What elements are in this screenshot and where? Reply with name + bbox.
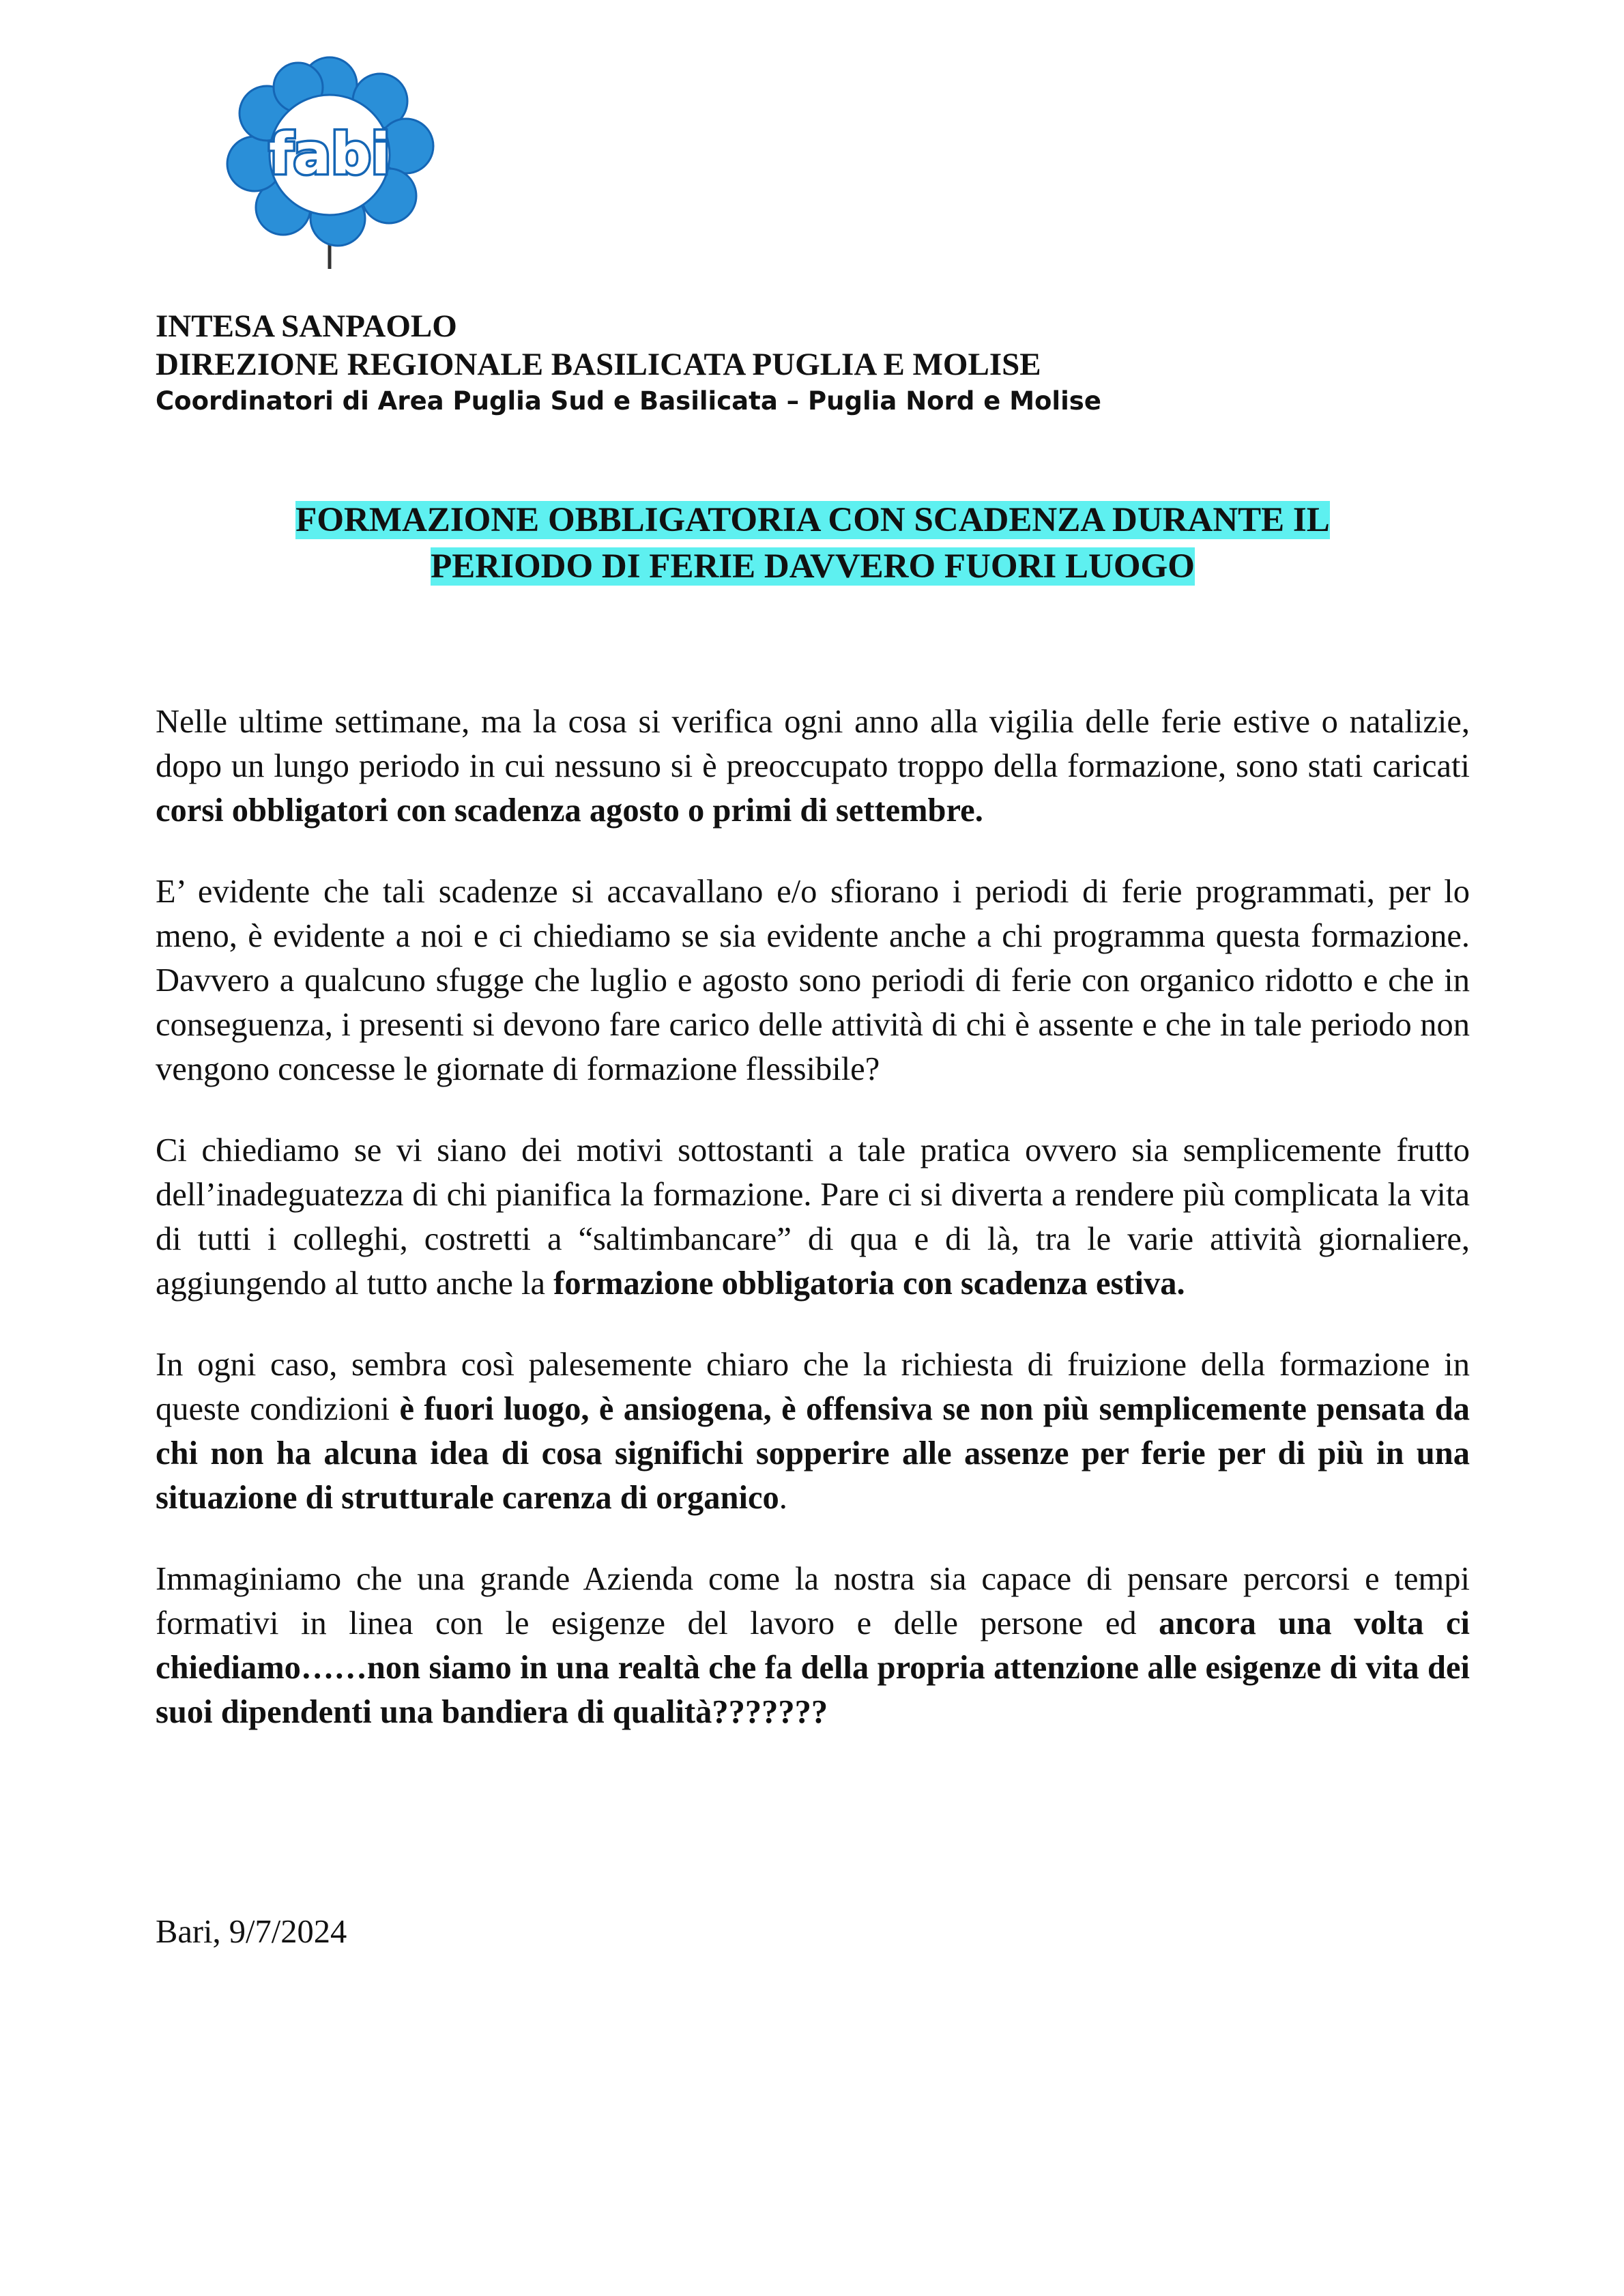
paragraph-3-text: Ci chiediamo se vi siano dei motivi sottostanti a tale pratica ovvero sia semplicemente frutto dell’inadeguatezza di chi pianifica la formazione. Pare ci si diverta a rendere più complicata la vita di tutti i colleghi, costretti a “saltimbancare” di qua e di là, tra le varie attività giornaliere, aggiungendo al tutto anche la	[156, 1132, 1470, 1302]
header-company: INTESA SANPAOLO	[156, 308, 457, 344]
paragraph-5	[156, 1557, 1470, 1734]
paragraph-4-end: .	[779, 1480, 787, 1516]
logo-text: fabi	[269, 122, 390, 187]
document-title	[156, 497, 1470, 590]
paragraph-5-bold: ancora una volta ci chiediamo……non siamo in una realtà che fa della propria attenzione alle esigenze di vita dei suoi dipendenti una bandiera di qualità???????	[156, 1605, 1470, 1730]
header-coordinators: Coordinatori di Area Puglia Sud e Basilicata – Puglia Nord e Molise	[156, 386, 1101, 416]
document-header	[156, 307, 1486, 419]
paragraph-2-text: E’ evidente che tali scadenze si accavallano e/o sfiorano i periodi di ferie programmati, per lo meno, è evidente a noi e ci chiediamo se sia evidente anche a chi programma questa formazione. Davvero a qualcuno sfugge che luglio e agosto sono periodi di ferie con organico ridotto e che in conseguenza, i presenti si devono fare carico delle attività di chi è assente e che in tale periodo non vengono concesse le giornate di formazione flessibile?	[156, 874, 1470, 1087]
paragraph-4-text: In ogni caso, sembra così palesemente chiaro che la richiesta di fruizione della formazione in queste condizioni	[156, 1347, 1470, 1427]
paragraph-4	[156, 1343, 1470, 1520]
paragraph-1-bold: corsi obbligatori con scadenza agosto o primi di settembre.	[156, 792, 983, 829]
place-date: Bari, 9/7/2024	[156, 1914, 347, 1950]
paragraph-5-text: Immaginiamo che una grande Azienda come la nostra sia capace di pensare percorsi e tempi formativi in linea con le esigenze del lavoro e delle persone ed	[156, 1561, 1470, 1641]
paragraph-2	[156, 870, 1470, 1091]
paragraph-3	[156, 1128, 1470, 1306]
paragraph-4-bold: è fuori luogo, è ansiogena, è offensiva se non più semplicemente pensata da chi non ha alcuna idea di cosa significhi sopperire alle assenze per ferie per di più in una situazione di strutturale carenza di organico	[156, 1391, 1470, 1516]
header-direction: DIREZIONE REGIONALE BASILICATA PUGLIA E MOLISE	[156, 347, 1041, 382]
paragraph-1	[156, 700, 1470, 833]
flower-logo-icon	[201, 56, 461, 274]
title-line-2: PERIODO DI FERIE DAVVERO FUORI LUOGO	[431, 547, 1195, 586]
paragraph-1-text: Nelle ultime settimane, ma la cosa si verifica ogni anno alla vigilia delle ferie estive o natalizie, dopo un lungo periodo in cui nessuno si è preoccupato troppo della formazione, sono stati caricati	[156, 704, 1470, 784]
title-line-1: FORMAZIONE OBBLIGATORIA CON SCADENZA DURANTE IL	[295, 501, 1330, 539]
document-body	[156, 700, 1470, 1771]
paragraph-3-bold: formazione obbligatoria con scadenza estiva.	[553, 1265, 1185, 1302]
fabi-logo	[201, 56, 461, 274]
